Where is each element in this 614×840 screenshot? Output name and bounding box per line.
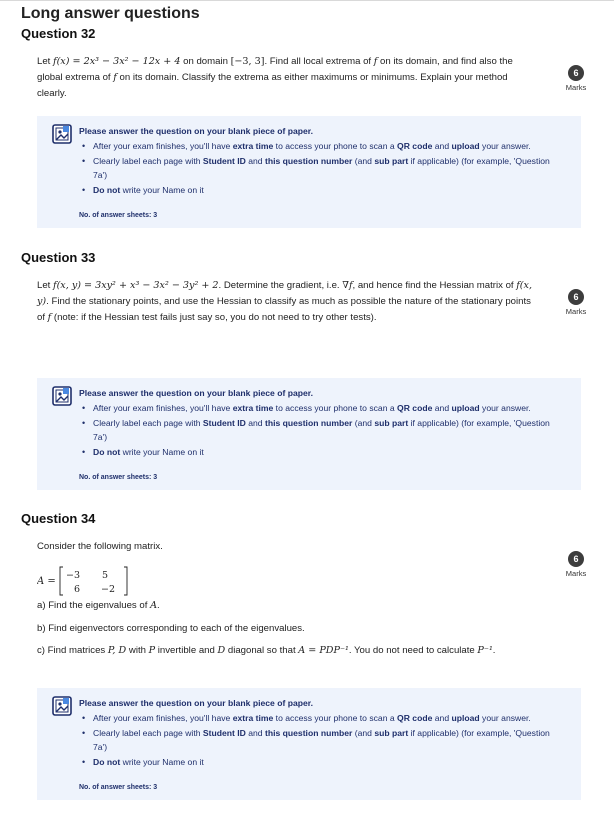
instruction-item: • Do not write your Name on it [79, 183, 559, 198]
answer-box-34 [37, 688, 581, 800]
marks-badge: 6 [568, 65, 584, 81]
answer-sheets-count: No. of answer sheets: 3 [79, 474, 158, 481]
answer-sheets-count: No. of answer sheets: 3 [79, 784, 158, 791]
answer-box-32 [37, 116, 581, 228]
instruction-list [79, 139, 559, 197]
question-32-marks [556, 65, 596, 92]
instruction-item: • Do not write your Name on it [79, 755, 559, 770]
question-34-marks [556, 551, 596, 578]
instruction-item: • Clearly label each page with Student ID and this question number (and sub part if applicable) (for example, 'Question 7a') [79, 726, 559, 755]
matrix-a [37, 566, 137, 596]
matrix-cell: 6 [73, 584, 80, 595]
left-bracket [60, 567, 63, 595]
upload-document-icon [52, 124, 72, 144]
instruction-item: • Clearly label each page with Student ID and this question number (and sub part if applicable) (for example, 'Question 7a') [79, 416, 559, 445]
question-33-marks [556, 289, 596, 316]
instruction-item: • After your exam finishes, you'll have extra time to access your phone to scan a QR code and upload your answer. [79, 139, 559, 154]
part-b-text: b) Find eigenvectors corresponding to each of the eigenvalues. [37, 623, 305, 634]
instruction-item: • Do not write your Name on it [79, 445, 559, 460]
instruction-item: • Clearly label each page with Student ID and this question number (and sub part if applicable) (for example, 'Question 7a') [79, 154, 559, 183]
instruction-item: • After your exam finishes, you'll have extra time to access your phone to scan a QR code and upload your answer. [79, 401, 559, 416]
question-32-text: Let f(x) = 2x³ − 3x² − 12x + 4 on domain [−3, 3]. Find all local extrema of f on its domain, and find also the global extrema of f on its domain. Classify the extrema as either maximums or minimums. Explain your method clearly. [37, 56, 513, 99]
part-a-text: a) Find the eigenvalues of A. [37, 600, 160, 611]
answer-box-heading: Please answer the question on your blank piece of paper. [79, 698, 314, 708]
answer-box-heading: Please answer the question on your blank piece of paper. [79, 388, 314, 398]
upload-document-icon [52, 696, 72, 716]
marks-badge: 6 [568, 289, 584, 305]
answer-sheets-count: No. of answer sheets: 3 [79, 212, 158, 219]
answer-box-heading: Please answer the question on your blank piece of paper. [79, 126, 314, 136]
marks-label: Marks [565, 83, 587, 92]
matrix-label: A = [37, 576, 56, 587]
marks-label: Marks [565, 307, 587, 316]
matrix-cell: 5 [101, 570, 108, 581]
question-33-title: Question 33 [21, 250, 96, 265]
right-bracket [124, 567, 127, 595]
upload-document-icon [52, 386, 72, 406]
question-32-title: Question 32 [21, 26, 96, 41]
matrix-cell: −3 [65, 570, 80, 581]
marks-badge: 6 [568, 551, 584, 567]
part-c-text: c) Find matrices P, D with P invertible and D diagonal so that A = PDP⁻¹. You do not need to calculate P⁻¹. [37, 645, 496, 656]
instruction-item: • After your exam finishes, you'll have extra time to access your phone to scan a QR code and upload your answer. [79, 711, 559, 726]
question-33-text: Let f(x, y) = 3xy² + x³ − 3x² − 3y² + 2. Determine the gradient, i.e. ∇f, and hence find the Hessian matrix of f(x, y). Find the stationary points, and use the Hessian to classify as much as possible the nature of the stationary points of f (note: if the Hessian test fails just say so, you do not need to try other tests). [37, 280, 532, 323]
instruction-list [79, 401, 559, 459]
matrix-cell: −2 [100, 584, 115, 595]
top-divider [0, 0, 614, 1]
instruction-list [79, 711, 559, 769]
question-34-title: Question 34 [21, 511, 96, 526]
section-title: Long answer questions [21, 5, 200, 22]
answer-box-33 [37, 378, 581, 490]
marks-label: Marks [565, 569, 587, 578]
question-34-intro: Consider the following matrix. [37, 541, 163, 552]
